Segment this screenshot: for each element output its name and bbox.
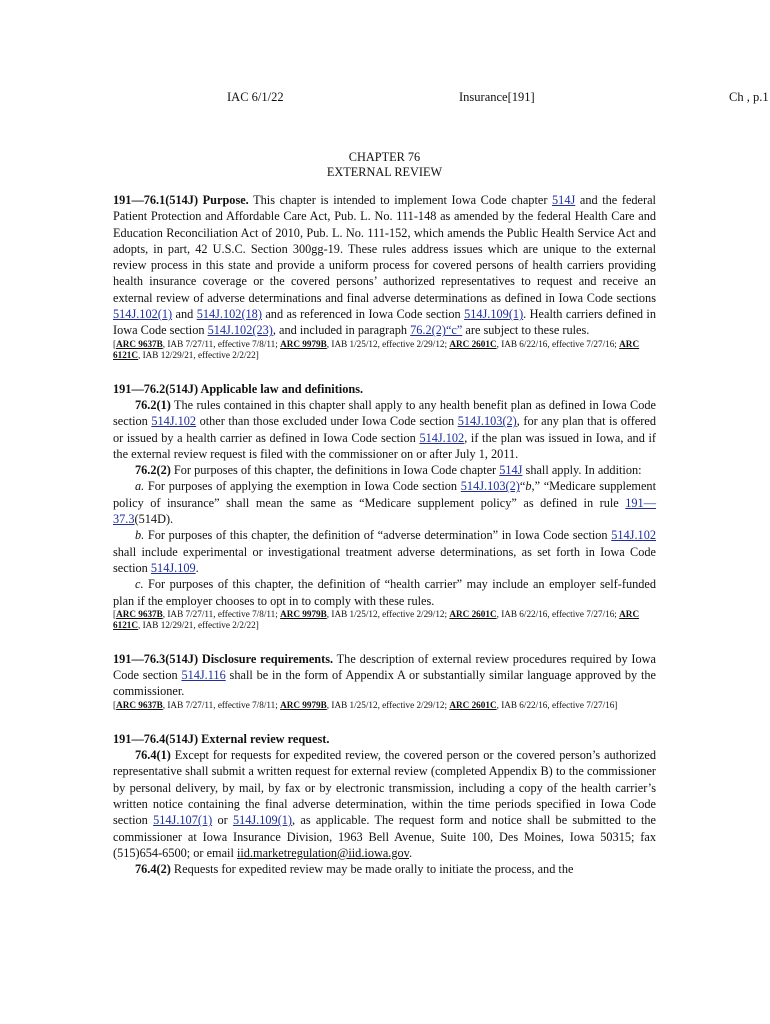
arc-link[interactable]: ARC 2601C	[449, 608, 497, 619]
rule-76-2-heading: 191—76.2(514J) Applicable law and definitions.	[113, 381, 364, 396]
link-514j-107-1[interactable]: 514J.107(1)	[153, 813, 213, 828]
header-right: Ch , p.1	[729, 90, 769, 104]
link-514j-109[interactable]: 514J.109	[150, 560, 196, 575]
subrule-76-4-2: 76.4(2) Requests for expedited review may be made orally to initiate the process, and the	[135, 862, 574, 877]
subrule-76-2-1: 76.2(1) The rules contained in this chapter shall apply to any health benefit plan as defined in Iowa Code section 514J.102 other than those excluded under Iowa Code section 514J.103(2), for any plan that is offered or issued by a health carrier as defined in Iowa Code section 514J.102, if the plan was issued in Iowa, and if the external review request is filed with the commissioner on or after July 1, 2011.	[113, 397, 656, 461]
rule-76-4-heading: 191—76.4(514J) External review request.	[113, 731, 330, 746]
arc-link[interactable]: ARC 9637B	[116, 699, 163, 710]
arc-link[interactable]: ARC 9979B	[280, 338, 327, 349]
link-514j-109-1[interactable]: 514J.109(1)	[232, 813, 293, 828]
citation-76-2: [ARC 9637B, IAB 7/27/11, effective 7/8/11; ARC 9979B, IAB 1/25/12, effective 2/29/12; ARC 2601C, IAB 6/22/16, effective 7/27/16; ARC 6121C, IAB 12/29/21, effective 2/2/22]	[113, 608, 640, 630]
arc-link[interactable]: ARC 9979B	[280, 699, 327, 710]
citation-76-3: [ARC 9637B, IAB 7/27/11, effective 7/8/11; ARC 9979B, IAB 1/25/12, effective 2/29/12; ARC 2601C, IAB 6/22/16, effective 7/27/16]	[113, 699, 618, 710]
arc-link[interactable]: ARC 9637B	[116, 608, 163, 619]
header-left: IAC 6/1/22	[227, 90, 284, 104]
link-514j-102[interactable]: 514J.102	[151, 414, 197, 429]
chapter-number: CHAPTER 76	[348, 150, 421, 164]
link-514j-109-1[interactable]: 514J.109(1)	[464, 307, 524, 322]
chapter-heading	[113, 150, 656, 180]
rule-76-3-paragraph: 191—76.3(514J) Disclosure requirements. The description of external review procedures required by Iowa Code section 514J.116 shall be in the form of Appendix A or substantially similar language approved by the commissioner.	[113, 651, 657, 699]
header-center: Insurance[191]	[459, 90, 535, 104]
link-76-2-2-c[interactable]: 76.2(2)“c”	[410, 323, 463, 338]
rule-76-1-heading: 191—76.1(514J) Purpose.	[113, 193, 249, 207]
document-body	[113, 150, 656, 877]
paragraph-a: a. For purposes of applying the exemption in Iowa Code section 514J.103(2)“b,” “Medicare supplement policy of insurance” shall mean the same as “Medicare supplement policy” as defined in rule 191—37.3(514D).	[113, 479, 656, 527]
link-514j-103-2[interactable]: 514J.103(2)	[460, 479, 520, 494]
link-514j-102-23[interactable]: 514J.102(23)	[207, 323, 273, 338]
paragraph-c: c. For purposes of this chapter, the definition of “health carrier” may include an employer self-funded plan if the employer chooses to opt in to comply with these rules.	[113, 577, 656, 608]
link-514j-116[interactable]: 514J.116	[181, 668, 226, 683]
rule-76-1-paragraph: 191—76.1(514J) Purpose. This chapter is intended to implement Iowa Code chapter 514J and the federal Patient Protection and Affordable Care Act, Pub. L. No. 111-148 as amended by the federal Health Care and Education Reconciliation Act of 2010, Pub. L. No. 111-152, which amends the Public Health Service Act and adopts, in part, 42 U.S.C. Section 300gg-19. These rules address issues which are unique to the external review process in this state and provide a uniform process for covered persons of health carriers providing health insurance coverage or the covered persons’ authorized representatives to request and receive an external review of adverse determinations and final adverse determinations as defined in Iowa Code sections 514J.102(1) and 514J.102(18) and as referenced in Iowa Code section 514J.109(1). Health carriers defined in Iowa Code section 514J.102(23), and included in paragraph 76.2(2)“c” are subject to these rules.	[113, 193, 656, 338]
arc-link[interactable]: ARC 6121C	[113, 338, 640, 360]
link-514j-102-18[interactable]: 514J.102(18)	[196, 307, 262, 322]
link-514j-103-2[interactable]: 514J.103(2)	[457, 414, 517, 429]
citation-76-1: [ARC 9637B, IAB 7/27/11, effective 7/8/11; ARC 9979B, IAB 1/25/12, effective 2/29/12; ARC 2601C, IAB 6/22/16, effective 7/27/16; ARC 6121C, IAB 12/29/21, effective 2/2/22]	[113, 338, 640, 360]
arc-link[interactable]: ARC 2601C	[449, 699, 497, 710]
link-514j[interactable]: 514J	[552, 193, 576, 207]
link-514j-102[interactable]: 514J.102	[419, 430, 465, 445]
rule-76-3-heading: 191—76.3(514J) Disclosure requirements.	[113, 651, 334, 666]
arc-link[interactable]: ARC 9637B	[116, 338, 163, 349]
email-address[interactable]: iid.marketregulation@iid.iowa.gov	[236, 845, 410, 860]
arc-link[interactable]: ARC 6121C	[113, 608, 640, 630]
subrule-76-4-1: 76.4(1) Except for requests for expedited review, the covered person or the covered person’s authorized representative shall submit a written request for external review (completed Appendix B) to the commissioner by personal delivery, by mail, by fax or by electronic transmission, including a copy of the health carrier’s written notice containing the final adverse determination, within the time periods specified in Iowa Code section 514J.107(1) or 514J.109(1), as applicable. The request form and notice shall be submitted to the commissioner at Iowa Insurance Division, 1963 Bell Avenue, Suite 100, Des Moines, Iowa 50315; fax (515)654-6500; or email iid.marketregulation@iid.iowa.gov.	[113, 748, 656, 860]
subrule-76-2-2: 76.2(2) For purposes of this chapter, the definitions in Iowa Code chapter 514J shall apply. In addition:	[135, 463, 642, 478]
link-514j[interactable]: 514J	[499, 463, 523, 478]
link-514j-102-1[interactable]: 514J.102(1)	[113, 307, 173, 322]
chapter-title: EXTERNAL REVIEW	[326, 165, 443, 179]
link-514j-102[interactable]: 514J.102	[611, 528, 656, 543]
arc-link[interactable]: ARC 9979B	[280, 608, 327, 619]
paragraph-b: b. For purposes of this chapter, the definition of “adverse determination” in Iowa Code section 514J.102 shall include experimental or investigational treatment adverse determinations, as set forth in Iowa Code section 514J.109.	[113, 528, 656, 575]
arc-link[interactable]: ARC 2601C	[449, 338, 497, 349]
link-191-37-3[interactable]: 191—37.3	[113, 495, 656, 527]
